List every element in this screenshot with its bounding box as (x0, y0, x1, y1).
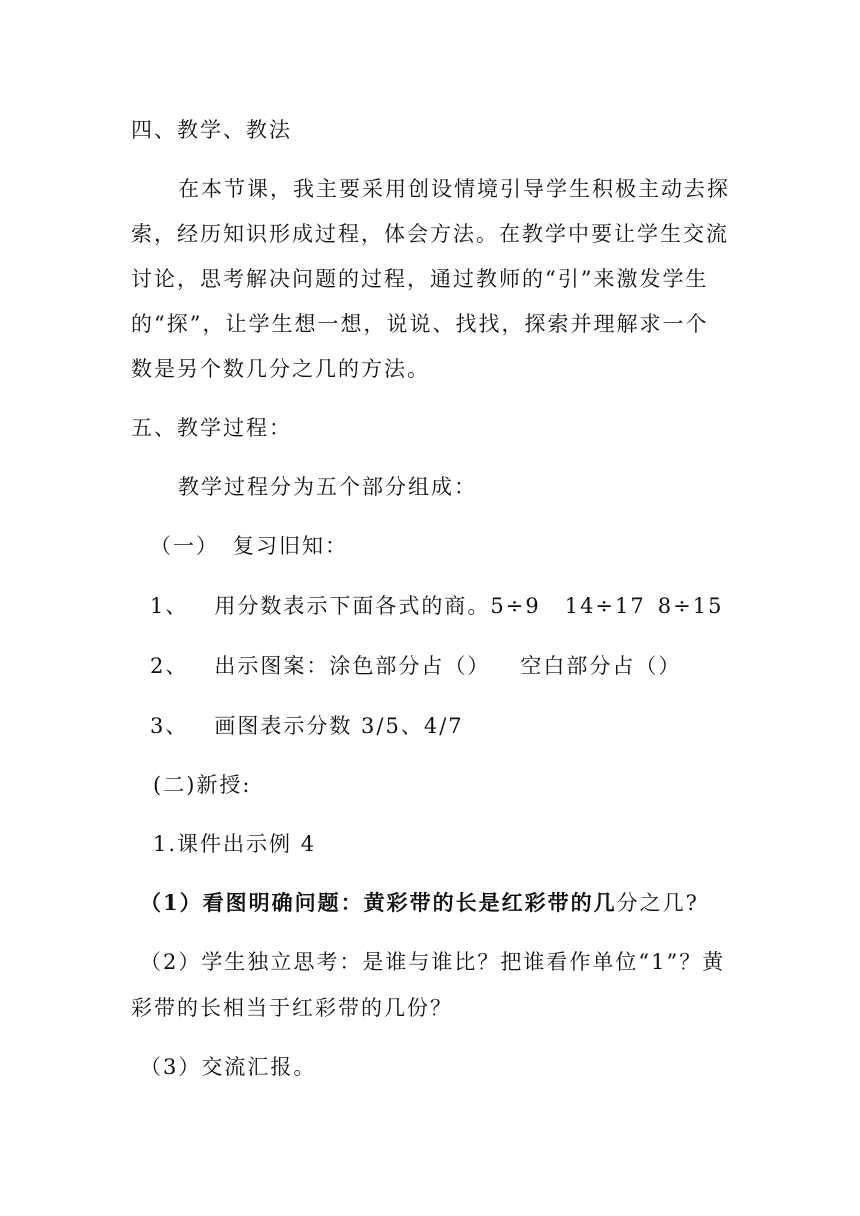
part-one-heading (150, 534, 348, 558)
process-intro: 教学过程分为五个部分组成： (178, 475, 477, 499)
part-one-label: （一） (150, 534, 219, 558)
review-item (150, 714, 464, 738)
section-heading-teaching-process: 五、教学过程： (131, 416, 292, 440)
section-heading-teaching-methods: 四、教学、教法 (131, 118, 292, 142)
review-item (150, 594, 723, 618)
item-text: 用分数表示下面各式的商。5÷9 (214, 594, 541, 618)
part-one-title: 复习旧知： (233, 534, 348, 558)
item-text: 出示图案：涂色部分占（） (214, 654, 491, 678)
item-text: 画图表示分数 3/5、4/7 (214, 714, 464, 738)
step-one: 1.课件出示例 4 (153, 832, 317, 856)
paragraph-line: 索，经历知识形成过程，体会方法。在教学中要让学生交流 (131, 222, 729, 246)
item-extra: 空白部分占（） (520, 654, 682, 678)
paragraph-line: 讨论，思考解决问题的过程，通过教师的“引”来激发学生 (131, 267, 709, 291)
item-extra: 8÷15 (657, 594, 724, 618)
question-two-line: 彩带的长相当于红彩带的几份？ (131, 996, 453, 1020)
question-two-line: （2）学生独立思考：是谁与谁比？把谁看作单位“1”？黄 (140, 950, 726, 974)
paragraph-line: 在本节课，我主要采用创设情境引导学生积极主动去探 (178, 177, 730, 201)
question-three: （3）交流汇报。 (140, 1055, 317, 1079)
question-one-bold: （1）看图明确问题：黄彩带的长是红彩带的几 (140, 890, 617, 915)
item-number: 2、 (150, 654, 189, 678)
question-one-rest: 分之几? (616, 891, 699, 915)
item-extra: 14÷17 (564, 594, 646, 618)
review-item (150, 654, 681, 678)
paragraph-line: 的“探”，让学生想一想，说说、找找，探索并理解求一个 (131, 312, 709, 336)
part-two-heading: (二)新授: (153, 773, 252, 797)
question-one (140, 891, 699, 915)
item-number: 3、 (150, 714, 189, 738)
paragraph-line: 数是另个数几分之几的方法。 (131, 357, 430, 381)
item-number: 1、 (150, 594, 189, 618)
